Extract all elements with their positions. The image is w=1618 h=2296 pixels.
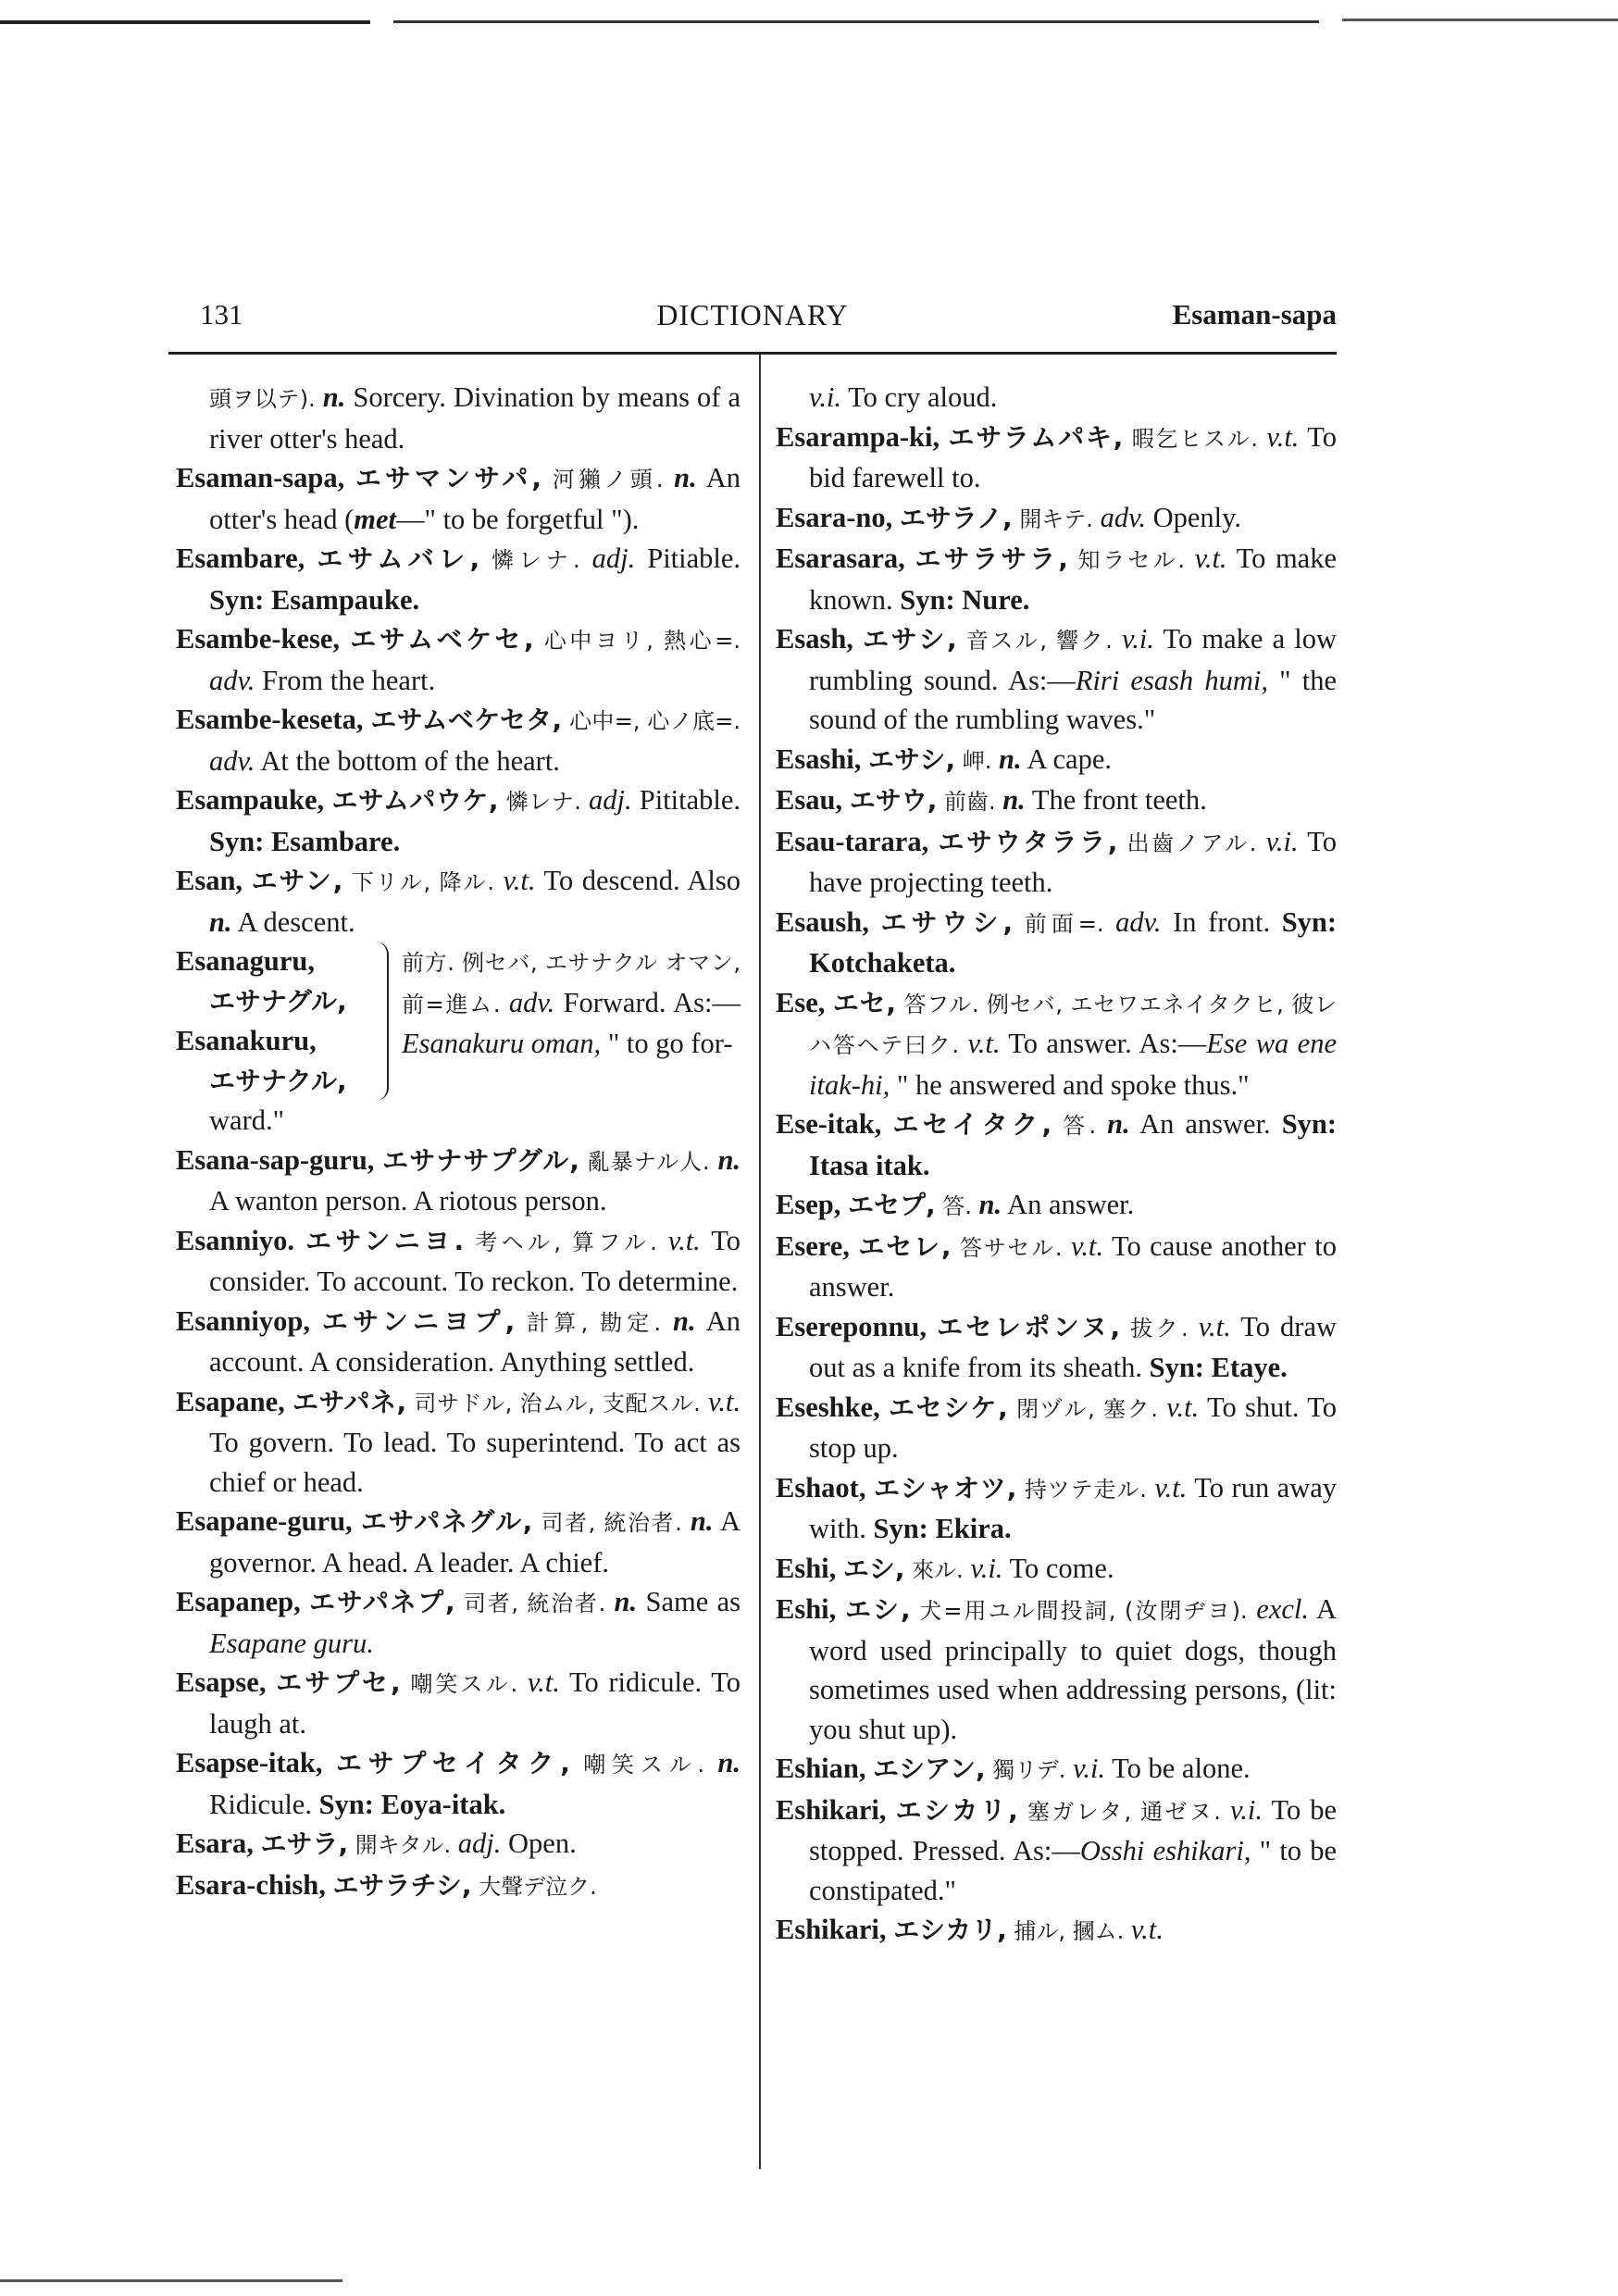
headword: Esereponnu, bbox=[776, 1310, 927, 1342]
headword: Eshikari, bbox=[776, 1793, 887, 1826]
dictionary-entry: Esan, エサン, 下リル, 降ル. v.t. To descend. Also n. A descent. bbox=[176, 865, 741, 938]
headword: Esanniyo. bbox=[176, 1224, 294, 1256]
headword: Ese, bbox=[776, 986, 826, 1018]
dictionary-entry: Esaman-sapa, エサマンサパ, 河獺ノ頭. n. An otter's head (met—" to be forgetful "). bbox=[176, 462, 741, 535]
headword: Esambe-kese, bbox=[176, 623, 341, 655]
dictionary-entry: Esashi, エサシ, 岬. n. A cape. bbox=[776, 742, 1113, 775]
headword: Esara, bbox=[176, 1828, 254, 1859]
dictionary-entry: Ese-itak, エセイタク, 答. n. An answer. Syn: Itasa itak. bbox=[776, 1108, 1338, 1181]
headword: Eshaot, bbox=[776, 1471, 866, 1504]
top-scan-rule bbox=[1342, 19, 1618, 21]
headword: Esara-chish, bbox=[176, 1868, 326, 1901]
dictionary-entry: Esapse-itak, エサプセイタク, 嘲笑スル. n. Ridicule. Syn: Eoya-itak. bbox=[176, 1747, 741, 1820]
headword: Esarasara, bbox=[776, 543, 905, 574]
headword: Esaman-sapa, bbox=[176, 462, 345, 493]
dictionary-entry-continuation: ward." bbox=[209, 1104, 285, 1136]
headword: Esau, bbox=[776, 784, 843, 816]
headword: Esapanep, bbox=[176, 1586, 301, 1617]
dictionary-entry: Eseshke, エセシケ, 閉ヅル, 塞ク. v.t. To shut. To stop up. bbox=[776, 1391, 1338, 1464]
headword: Eseshke, bbox=[776, 1391, 880, 1423]
dictionary-entry: Esambe-keseta, エサムベケセタ, 心中=, 心ノ底=. adv. At the bottom of the heart. bbox=[176, 704, 741, 777]
top-scan-rule bbox=[393, 20, 1319, 23]
dictionary-entry: Esaush, エサウシ, 前面=. adv. In front. Syn: Kotchaketa. bbox=[776, 905, 1338, 979]
page-number: 131 bbox=[200, 298, 243, 331]
left-column bbox=[176, 378, 741, 1906]
headword: Ese-itak, bbox=[776, 1108, 882, 1140]
headword: Eshikari, bbox=[776, 1914, 887, 1945]
headword: Eshi, bbox=[776, 1593, 837, 1625]
dictionary-entry: Eshikari, エシカリ, 塞ガレタ, 通ゼヌ. v.i. To be stopped. Pressed. As:—Osshi eshikari, " to be constipated." bbox=[776, 1793, 1338, 1906]
page-header bbox=[168, 294, 1337, 341]
headword: Eshian, bbox=[776, 1753, 866, 1784]
dictionary-entry: Esapane-guru, エサパネグル, 司者, 統治者. n. A governor. A head. A leader. A chief. bbox=[176, 1505, 741, 1578]
dictionary-entry: Esarampa-ki, エサラムパキ, 暇乞ヒスル. v.t. To bid farewell to. bbox=[776, 420, 1338, 493]
brace-headwords: Esanaguru, エサナグル, Esanakuru, エサナクル, bbox=[176, 942, 389, 1101]
headword: Esarampa-ki, bbox=[776, 420, 940, 453]
dictionary-entry: Esarasara, エサラサラ, 知ラセル. v.t. To make known. Syn: Nure. bbox=[776, 543, 1338, 616]
dictionary-entry: Eshikari, エシカリ, 捕ル, 摑ム. v.t. bbox=[776, 1914, 1164, 1945]
dictionary-entry: Esara-no, エサラノ, 開キテ. adv. Openly. bbox=[776, 501, 1242, 533]
headword: Esan, bbox=[176, 865, 243, 896]
headword: Esaush, bbox=[776, 905, 869, 938]
headword: Esanaguru, bbox=[176, 945, 316, 977]
headword: Eshi, bbox=[776, 1552, 837, 1584]
dictionary-entry: Eshaot, エシャオツ, 持ツテ走ル. v.t. To run away with. Syn: Ekira. bbox=[776, 1471, 1338, 1544]
headword: Esapane-guru, bbox=[176, 1505, 353, 1537]
right-column bbox=[776, 378, 1337, 1952]
dictionary-entry: Esere, エセレ, 答サセル. v.t. To cause another to answer. bbox=[776, 1229, 1338, 1303]
dictionary-entry: Esana-sap-guru, エサナサプグル, 亂暴ナル人. n. A wanton person. A riotous person. bbox=[176, 1143, 741, 1217]
headword: Esanniyop, bbox=[176, 1304, 310, 1337]
dictionary-entry: Eshi, エシ, 犬=用ユル間投詞, (汝閉ヂヨ). excl. A word used principally to quiet dogs, though sometimes used when addressing persons, (lit: you shut up). bbox=[776, 1593, 1338, 1745]
headword: Esashi, bbox=[776, 742, 862, 775]
headword: Esapane, bbox=[176, 1385, 285, 1417]
dictionary-entry: Ese, エセ, 答フル. 例セバ, エセワエネイタクヒ, 彼レハ答ヘテ曰ク. v.t. To answer. As:—Ese wa ene itak-hi, " he answered and spoke thus." bbox=[776, 986, 1338, 1101]
dictionary-entry: Esep, エセプ, 答. n. An answer. bbox=[776, 1189, 1135, 1220]
dictionary-entry: Esereponnu, エセレポンヌ, 拔ク. v.t. To draw out as a knife from its sheath. Syn: Etaye. bbox=[776, 1310, 1338, 1383]
dictionary-entry: Esambare, エサムバレ, 憐レナ. adj. Pitiable. Syn: Esampauke. bbox=[176, 543, 741, 616]
dictionary-entry: Esash, エサシ, 音スル, 響ク. v.i. To make a low rumbling sound. As:—Riri esash humi, " the sound of the rumbling waves." bbox=[776, 623, 1338, 735]
dictionary-entry: Esara, エサラ, 開キタル. adj. Open. bbox=[176, 1828, 577, 1859]
dictionary-entry: Esara-chish, エサラチシ, 大聲デ泣ク. bbox=[176, 1868, 597, 1901]
headword: Esau-tarara, bbox=[776, 825, 929, 857]
headword: Esana-sap-guru, bbox=[176, 1143, 375, 1176]
headword: Esampauke, bbox=[176, 784, 325, 816]
dictionary-entry: Eshian, エシアン, 獨リデ. v.i. To be alone. bbox=[776, 1753, 1251, 1784]
headword: Esapse, bbox=[176, 1666, 267, 1698]
dictionary-entry: Esambe-kese, エサムベケセ, 心中ヨリ, 熱心=. adv. From the heart. bbox=[176, 623, 741, 696]
dictionary-entry: Esapanep, エサパネプ, 司者, 統治者. n. Same as Esapane guru. bbox=[176, 1586, 741, 1659]
headword: Esambe-keseta, bbox=[176, 704, 364, 735]
guide-word: Esaman-sapa bbox=[1172, 298, 1337, 331]
dictionary-entry: Esampauke, エサムパウケ, 憐レナ. adj. Pititable. Syn: Esambare. bbox=[176, 784, 741, 857]
running-title: DICTIONARY bbox=[656, 298, 849, 331]
dictionary-entry: Esau-tarara, エサウタララ, 出齒ノアル. v.i. To have projecting teeth. bbox=[776, 825, 1338, 898]
dictionary-entry-continuation: 頭ヲ以テ). n. Sorcery. Divination by means of a river otter's head. bbox=[209, 381, 741, 455]
dictionary-entry: Esanniyo. エサンニヨ. 考ヘル, 算フル. v.t. To consider. To account. To reckon. To determine. bbox=[176, 1224, 741, 1297]
headword: Esapse-itak, bbox=[176, 1747, 323, 1778]
headword: Esere, bbox=[776, 1229, 850, 1262]
bottom-scan-rule bbox=[0, 2279, 342, 2282]
top-scan-rule bbox=[0, 20, 370, 24]
headword: Esanakuru, bbox=[176, 1025, 317, 1056]
header-rule bbox=[168, 352, 1337, 355]
dictionary-entry-continuation: v.i. To cry aloud. bbox=[809, 381, 998, 413]
headword: Esep, bbox=[776, 1189, 841, 1220]
headword: Esambare, bbox=[176, 543, 305, 574]
headword: Esara-no, bbox=[776, 501, 893, 533]
dictionary-entry: Esanniyop, エサンニヨプ, 計算, 勘定. n. An account. A consideration. Anything settled. bbox=[176, 1304, 741, 1378]
dictionary-entry: Eshi, エシ, 來ル. v.i. To come. bbox=[776, 1552, 1114, 1584]
dictionary-entry: Esapane, エサパネ, 司サドル, 治ムル, 支配スル. v.t. To govern. To lead. To superintend. To act as chief or head. bbox=[176, 1385, 741, 1498]
column-divider bbox=[759, 355, 761, 2169]
dictionary-entry: Esapse, エサプセ, 嘲笑スル. v.t. To ridicule. To laugh at. bbox=[176, 1666, 741, 1740]
brace-definition: 前方. 例セバ, エサナクル オマン, 前=進ム. adv. Forward. As:—Esanakuru oman, " to go for- bbox=[402, 950, 741, 1059]
headword: Esash, bbox=[776, 623, 853, 655]
dictionary-entry: Esau, エサウ, 前齒. n. The front teeth. bbox=[776, 784, 1207, 816]
braced-entry-group bbox=[176, 942, 741, 1101]
